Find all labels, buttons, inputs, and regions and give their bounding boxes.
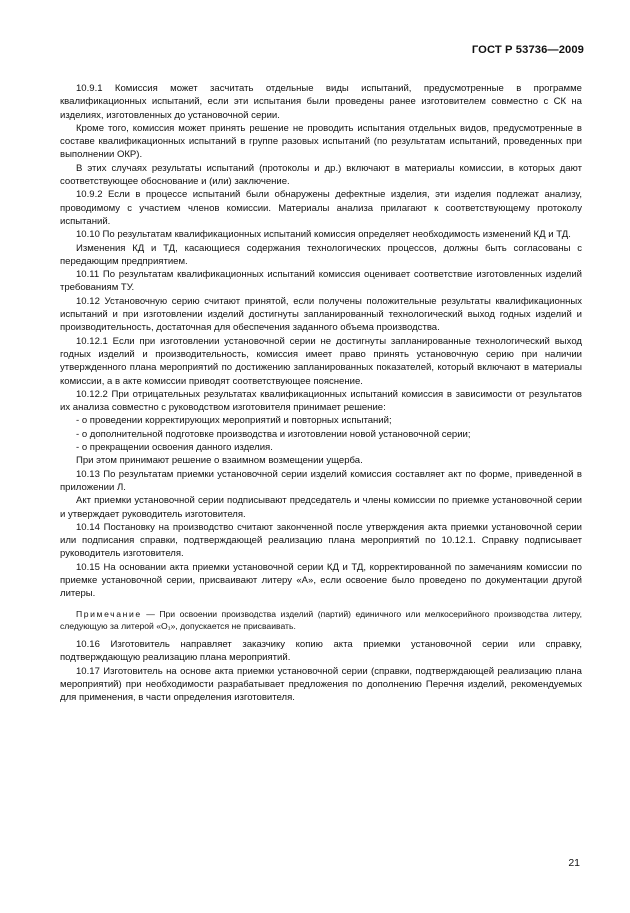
paragraph-10-14: 10.14 Постановку на производство считают законченной после утверждения акта приемки установочной серии или подписания справки, подтверждающей реализацию плана мероприятий по 10.12.1. Справку подписывает руководитель изготовителя.	[60, 521, 582, 560]
note-label: Примечание	[76, 608, 142, 619]
list-item: - о проведении корректирующих мероприятий и повторных испытаний;	[76, 415, 392, 427]
paragraph-10-12-2: 10.12.2 При отрицательных результатах квалификационных испытаний комиссия в зависимости от результатов их анализа совместно с руководством изготовителя принимает решение:	[60, 388, 582, 414]
paragraph-10-12-1: 10.12.1 Если при изготовлении установочной серии не достигнуты запланированные технологический выход годных изделий и производительность, комиссия имеет право принять установочную серию при наличии утвержденного плана мероприятий по достижению запланированных показателей, который включают в материалы комиссии, а в акте комиссии приводят соответствующее пояснение.	[60, 335, 582, 387]
paragraph-10-11: 10.11 По результатам квалификационных испытаний комиссия оценивает соответствие изготовленных изделий требованиям ТУ.	[60, 269, 582, 294]
paragraph-10-9-1: 10.9.1 Комиссия может засчитать отдельные виды испытаний, предусмотренные в программе квалификационных испытаний, если эти испытания были проведены ранее изготовителем совместно с СК на изделиях, изготовленных до установочной серии.	[60, 83, 582, 121]
paragraph-10-12: 10.12 Установочную серию считают принятой, если получены положительные результаты квалификационных испытаний и при изготовлении изделий достигнуты запланированный технологический выход годных изделий и производительность, достаточная для обеспечения заданного объема производства.	[60, 295, 582, 334]
paragraph: Изменения КД и ТД, касающиеся содержания технологических процессов, должны быть согласованы с передающим предприятием.	[60, 242, 582, 267]
paragraph-10-17: 10.17 Изготовитель на основе акта приемки установочной серии (справки, подтверждающей реализацию плана мероприятий) при необходимости разрабатывает предложения по дополнению Перечня изделий, рекомендуемых для применения, в части определения изготовителя.	[60, 665, 582, 704]
document-code-header: ГОСТ Р 53736—2009	[471, 44, 584, 56]
paragraph-10-10: 10.10 По результатам квалификационных испытаний комиссия определяет необходимость изменений КД и ТД.	[76, 229, 571, 241]
note-text: — При освоении производства изделий (партий) единичного или мелкосерийного производства литеру, следующую за литерой «О₁», допускается не присваивать.	[60, 608, 582, 631]
paragraph-10-13: 10.13 По результатам приемки установочной серии изделий комиссия составляет акт по форме, приведенной в приложении Л.	[60, 468, 582, 493]
list-item: - о прекращении освоения данного изделия.	[76, 442, 273, 454]
paragraph: Кроме того, комиссия может принять решение не проводить испытания отдельных видов, предусмотренные в составе квалификационных испытаний в группе разовых испытаний (по результатам испытаний, проведенных при выполнении ОКР).	[60, 122, 582, 161]
paragraph-10-9-2: 10.9.2 Если в процессе испытаний были обнаружены дефектные изделия, эти изделия подлежат анализу, проводимому с участием членов комиссии. Материалы анализа прилагают к соответствующему протоколу испытаний.	[60, 189, 582, 227]
paragraph-10-16: 10.16 Изготовитель направляет заказчику копию акта приемки установочной серии или справку, подтверждающую реализацию плана мероприятий.	[60, 638, 582, 664]
document-body	[60, 82, 582, 704]
list-item: - о дополнительной подготовке производства и изготовлении новой установочной серии;	[76, 428, 471, 440]
note	[60, 608, 582, 632]
page-number: 21	[568, 857, 580, 869]
paragraph: Акт приемки установочной серии подписывают председатель и члены комиссии по приемке установочной серии и утверждает руководитель изготовителя.	[60, 495, 582, 520]
paragraph: При этом принимают решение о взаимном возмещении ущерба.	[76, 455, 363, 467]
paragraph-10-15: 10.15 На основании акта приемки установочной серии КД и ТД, корректированной по замечаниям комиссии по приемке установочной серии, присваивают литеру «А», если освоение было проведено по документации другой литеры.	[60, 561, 582, 600]
paragraph: В этих случаях результаты испытаний (протоколы и др.) включают в материалы комиссии, в которых дают соответствующее обоснование и (или) заключение.	[60, 162, 582, 188]
